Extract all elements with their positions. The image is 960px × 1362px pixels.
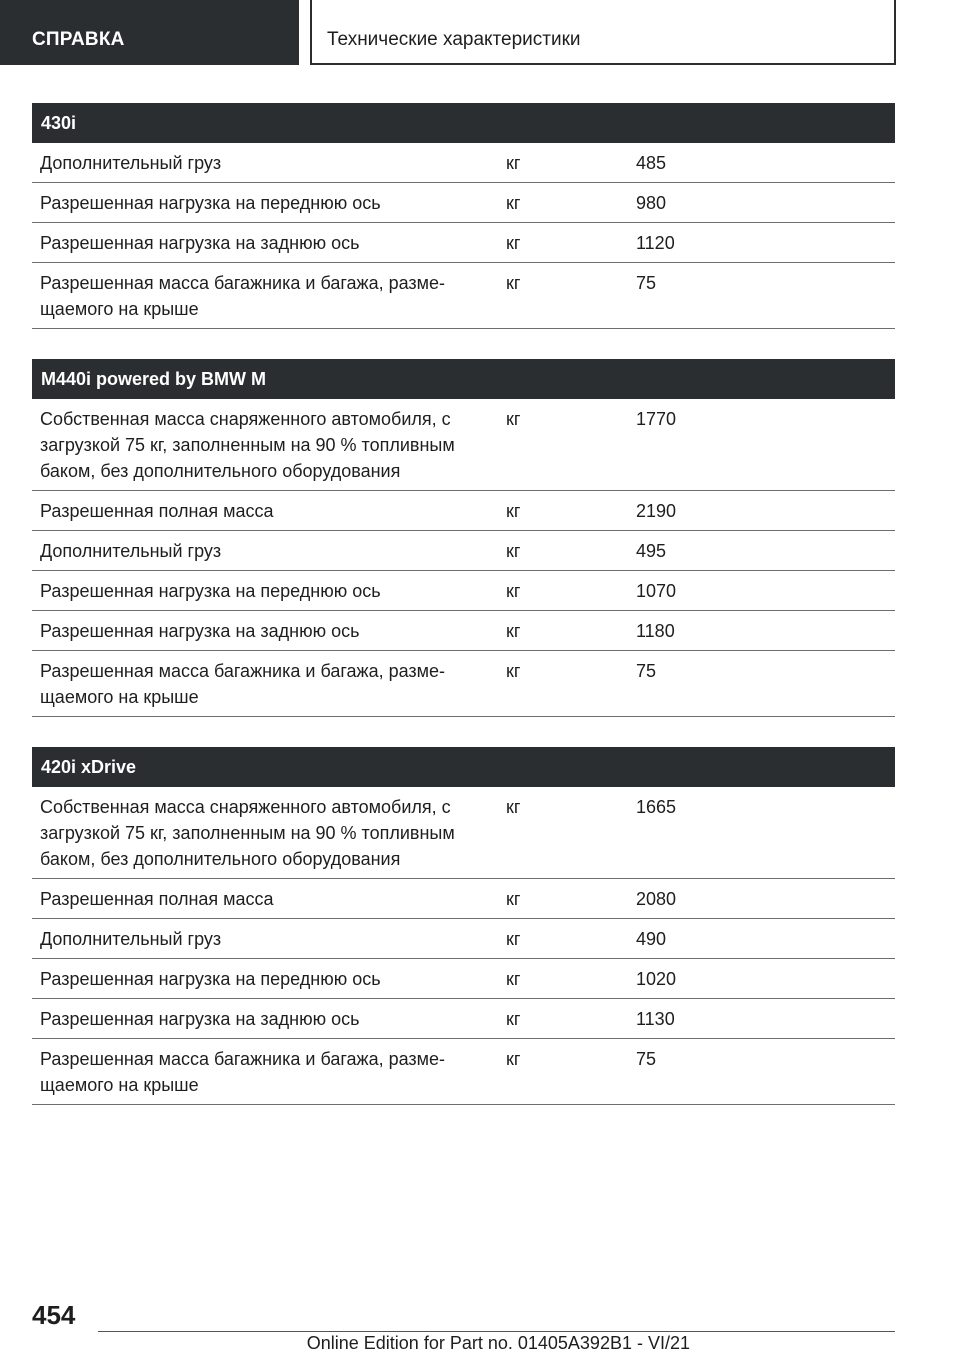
table-row bbox=[32, 919, 895, 959]
row-value: 75 bbox=[636, 1049, 657, 1069]
footer-divider bbox=[98, 1331, 895, 1332]
page-number: 454 bbox=[32, 1300, 76, 1330]
row-value: 495 bbox=[636, 541, 667, 561]
row-label: Разрешенная масса багажника и багажа, разме- щаемого на крыше bbox=[40, 1049, 446, 1095]
row-unit: кг bbox=[506, 153, 521, 173]
row-label: Собственная масса снаряженного автомобиля, с загрузкой 75 кг, заполненным на 90 % топливным баком, без дополнительного оборудования bbox=[40, 797, 455, 869]
table-row bbox=[32, 999, 895, 1039]
table-row bbox=[32, 787, 895, 879]
row-unit: кг bbox=[506, 541, 521, 561]
row-value: 1180 bbox=[636, 621, 675, 641]
table-heading: 430i bbox=[32, 103, 895, 143]
row-value: 485 bbox=[636, 153, 667, 173]
table-heading: 420i xDrive bbox=[32, 747, 895, 787]
row-value: 75 bbox=[636, 661, 657, 681]
spec-table bbox=[32, 103, 895, 329]
row-label: Разрешенная масса багажника и багажа, разме- щаемого на крыше bbox=[40, 661, 446, 707]
row-value: 1770 bbox=[636, 409, 677, 429]
row-value: 2080 bbox=[636, 889, 677, 909]
table-row bbox=[32, 263, 895, 329]
spec-table bbox=[32, 747, 895, 1105]
spec-tables bbox=[32, 103, 895, 1135]
row-unit: кг bbox=[506, 889, 521, 909]
table-row bbox=[32, 183, 895, 223]
table-row bbox=[32, 223, 895, 263]
table-row bbox=[32, 491, 895, 531]
row-label: Разрешенная масса багажника и багажа, разме- щаемого на крыше bbox=[40, 273, 446, 319]
row-unit: кг bbox=[506, 193, 521, 213]
row-label: Разрешенная нагрузка на переднюю ось bbox=[40, 969, 381, 989]
row-label: Дополнительный груз bbox=[40, 153, 222, 173]
row-unit: кг bbox=[506, 233, 521, 253]
row-value: 980 bbox=[636, 193, 667, 213]
row-value: 2190 bbox=[636, 501, 677, 521]
table-row bbox=[32, 571, 895, 611]
row-label: Разрешенная нагрузка на заднюю ось bbox=[40, 621, 360, 641]
row-unit: кг bbox=[506, 581, 521, 601]
chapter-title: Технические характеристики bbox=[310, 0, 896, 65]
row-label: Разрешенная полная масса bbox=[40, 501, 274, 521]
row-label: Собственная масса снаряженного автомобиля, с загрузкой 75 кг, заполненным на 90 % топливным баком, без дополнительного оборудования bbox=[40, 409, 455, 481]
row-unit: кг bbox=[506, 1049, 521, 1069]
row-unit: кг bbox=[506, 501, 521, 521]
row-value: 1020 bbox=[636, 969, 677, 989]
row-value: 1070 bbox=[636, 581, 677, 601]
row-unit: кг bbox=[506, 797, 521, 817]
table-row bbox=[32, 611, 895, 651]
table-row bbox=[32, 531, 895, 571]
row-unit: кг bbox=[506, 661, 521, 681]
row-value: 75 bbox=[636, 273, 657, 293]
row-label: Дополнительный груз bbox=[40, 929, 222, 949]
table-row bbox=[32, 1039, 895, 1105]
row-unit: кг bbox=[506, 1009, 521, 1029]
spec-table bbox=[32, 359, 895, 717]
table-row bbox=[32, 879, 895, 919]
row-unit: кг bbox=[506, 929, 521, 949]
section-tab: СПРАВКА bbox=[0, 0, 299, 65]
table-row bbox=[32, 651, 895, 717]
row-label: Разрешенная нагрузка на переднюю ось bbox=[40, 581, 381, 601]
table-row bbox=[32, 399, 895, 491]
row-label: Разрешенная полная масса bbox=[40, 889, 274, 909]
edition-note: Online Edition for Part no. 01405A392B1 - VI/21 bbox=[306, 1333, 690, 1353]
row-value: 1120 bbox=[636, 233, 675, 253]
table-heading: M440i powered by BMW M bbox=[32, 359, 895, 399]
row-unit: кг bbox=[506, 273, 521, 293]
table-row bbox=[32, 959, 895, 999]
row-value: 1665 bbox=[636, 797, 677, 817]
row-unit: кг bbox=[506, 969, 521, 989]
row-value: 1130 bbox=[636, 1009, 675, 1029]
row-label: Разрешенная нагрузка на заднюю ось bbox=[40, 233, 360, 253]
row-unit: кг bbox=[506, 409, 521, 429]
row-value: 490 bbox=[636, 929, 667, 949]
table-row bbox=[32, 143, 895, 183]
row-label: Разрешенная нагрузка на переднюю ось bbox=[40, 193, 381, 213]
row-label: Дополнительный груз bbox=[40, 541, 222, 561]
row-label: Разрешенная нагрузка на заднюю ось bbox=[40, 1009, 360, 1029]
row-unit: кг bbox=[506, 621, 521, 641]
